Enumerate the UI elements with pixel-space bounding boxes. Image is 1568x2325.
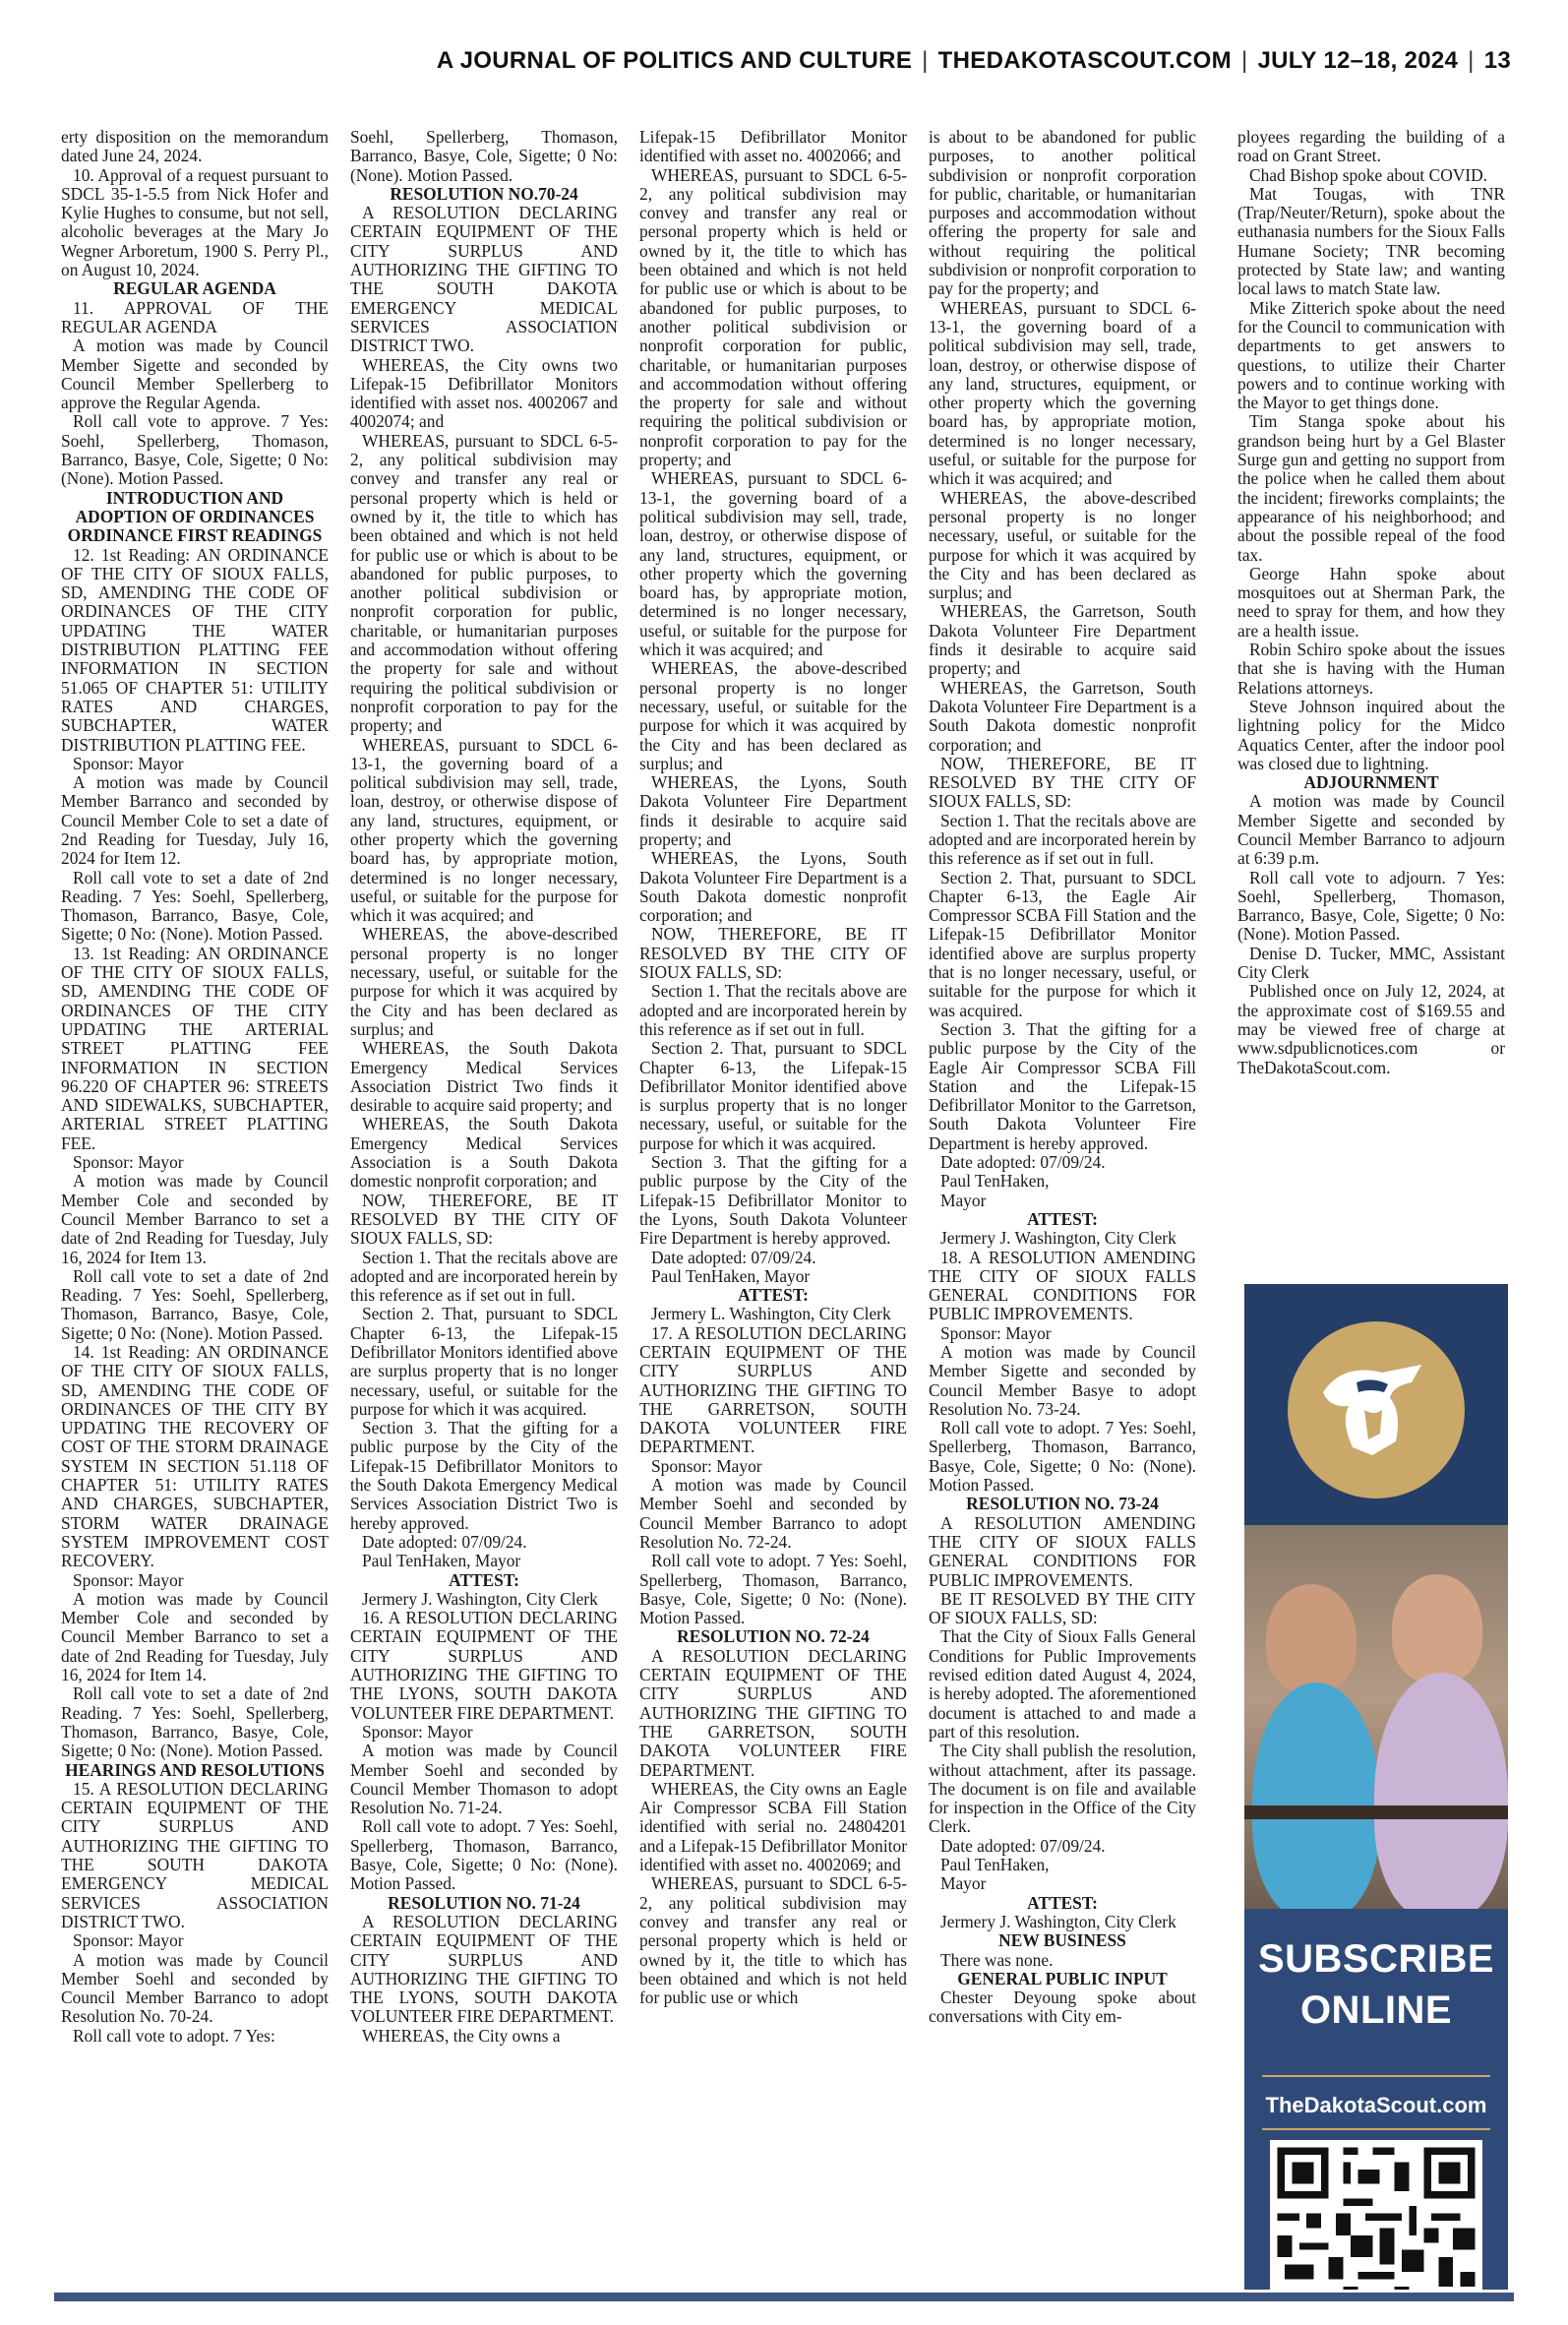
- notice-paragraph: Sponsor: Mayor: [73, 1930, 184, 1951]
- notice-paragraph: Date adopted: 07/09/24.: [940, 1835, 1106, 1856]
- notice-paragraph: Robin Schiro spoke about the issues that she is having with the Human Relations attorneys.: [1237, 640, 1505, 698]
- column-2: [350, 128, 618, 2293]
- notice-paragraph: WHEREAS, the Lyons, South Dakota Volunteer Fire Department is a South Dakota domestic nonprofit corporation; and: [639, 848, 907, 926]
- notice-paragraph: Jermery J. Washington, City Clerk: [362, 1588, 598, 1609]
- notice-paragraph: WHEREAS, pursuant to SDCL 6-13-1, the governing board of a political subdivision may sell, trade, loan, destroy, or otherwise dispose of any land, structures, equipment, or other property which the governing board has, by appropriate motion, determined is no longer necessary, useful, or suitable for the purpose for which it was acquired; and: [929, 297, 1196, 489]
- issue-date: JULY 12–18, 2024: [1257, 47, 1459, 74]
- notice-paragraph: Chester Deyoung spoke about conversations with City em-: [929, 1988, 1196, 2027]
- notice-paragraph: Mat Tougas, with TNR (Trap/Neuter/Return), spoke about the euthanasia numbers for the Sioux Falls Humane Society; TNR becoming protected by State law; and wanting local laws to match State law.: [1237, 183, 1505, 299]
- notice-paragraph: George Hahn spoke about mosquitoes out at Sherman Park, the need to spray for them, and how they are a health issue.: [1237, 563, 1505, 641]
- notice-paragraph: Roll call vote to set a date of 2nd Reading. 7 Yes: Soehl, Spellerberg, Thomason, Barranco, Basye, Cole, Sigette; 0 No: (None). Motion Passed.: [61, 1683, 329, 1761]
- notice-paragraph: Sponsor: Mayor: [362, 1721, 473, 1742]
- notice-paragraph: A RESOLUTION DECLARING CERTAIN EQUIPMENT OF THE CITY SURPLUS AND AUTHORIZING THE GIFTING TO THE LYONS, SOUTH DAKOTA VOLUNTEER FIRE DEPARTMENT.: [350, 1911, 618, 2027]
- section-heading: RESOLUTION NO. 73-24: [966, 1494, 1159, 1514]
- notice-paragraph: Steve Johnson inquired about the lightning policy for the Midco Aquatics Center, after the indoor pool was closed due to lightning.: [1237, 696, 1505, 773]
- notice-paragraph: Sponsor: Mayor: [940, 1322, 1052, 1343]
- notice-paragraph: NOW, THEREFORE, BE IT RESOLVED BY THE CITY OF SIOUX FALLS, SD:: [350, 1190, 618, 1249]
- notice-paragraph: WHEREAS, the South Dakota Emergency Medical Services Association District Two finds it desirable to acquire said property; and: [350, 1038, 618, 1116]
- notice-paragraph: Roll call vote to adopt. 7 Yes: Soehl, Spellerberg, Thomason, Barranco, Basye, Cole, Sigette; 0 No: (None). Motion Passed.: [350, 1816, 618, 1894]
- notice-paragraph: Tim Stanga spoke about his grandson being hurt by a Gel Blaster Surge gun and getting no support from the police when he called them about the incident; fireworks complaints; the appearance of his neighborhood; and about the possible repeal of the food tax.: [1237, 411, 1505, 565]
- site-name[interactable]: THEDAKOTASCOUT.COM: [937, 47, 1232, 74]
- person-left-shirt-icon: [1252, 1683, 1380, 1909]
- notice-paragraph: Roll call vote to set a date of 2nd Reading. 7 Yes: Soehl, Spellerberg, Thomason, Barranco, Basye, Cole, Sigette; 0 No: (None). Motion Passed.: [61, 1265, 329, 1343]
- notice-paragraph: Chad Bishop spoke about COVID.: [1249, 164, 1488, 185]
- notice-paragraph: WHEREAS, the South Dakota Emergency Medical Services Association is a South Dakota domestic nonprofit corporation; and: [350, 1114, 618, 1192]
- notice-paragraph: Roll call vote to adjourn. 7 Yes: Soehl, Spellerberg, Thomason, Barranco, Basye, Cole, Sigette; 0 No: (None). Motion Passed.: [1237, 867, 1505, 945]
- column-3: [639, 128, 907, 2293]
- notice-paragraph: A motion was made by Council Member Barranco and seconded by Council Member Cole to set a date of 2nd Reading for Tuesday, July 16, 2024 for Item 12.: [61, 772, 329, 869]
- notice-paragraph: A motion was made by Council Member Soehl and seconded by Council Member Barranco to adopt Resolution No. 72-24.: [639, 1475, 907, 1552]
- notice-paragraph: A RESOLUTION DECLARING CERTAIN EQUIPMENT OF THE CITY SURPLUS AND AUTHORIZING THE GIFTING TO THE SOUTH DAKOTA EMERGENCY MEDICAL SERVICES ASSOCIATION DISTRICT TWO.: [350, 203, 618, 356]
- notice-paragraph: Roll call vote to adopt. 7 Yes:: [73, 2025, 275, 2046]
- notice-paragraph: Jermery J. Washington, City Clerk: [940, 1911, 1176, 1931]
- notice-paragraph: 17. A RESOLUTION DECLARING CERTAIN EQUIPMENT OF THE CITY SURPLUS AND AUTHORIZING THE GIFTING TO THE GARRETSON, SOUTH DAKOTA VOLUNTEER FIRE DEPARTMENT.: [639, 1322, 907, 1457]
- notice-paragraph: 18. A RESOLUTION AMENDING THE CITY OF SIOUX FALLS GENERAL CONDITIONS FOR PUBLIC IMPROVEMENTS.: [929, 1247, 1196, 1324]
- notice-paragraph: WHEREAS, the Lyons, South Dakota Volunteer Fire Department finds it desirable to acquire said property; and: [639, 772, 907, 849]
- page-header: A JOURNAL OF POLITICS AND CULTURE | THEDAKOTASCOUT.COM | JULY 12–18, 2024 | 13: [436, 47, 1511, 74]
- notice-paragraph: Date adopted: 07/09/24.: [651, 1247, 816, 1267]
- notice-paragraph: Section 1. That the recitals above are adopted and are incorporated herein by this reference as if set out in full.: [639, 981, 907, 1039]
- section-heading: NEW BUSINESS: [998, 1930, 1126, 1951]
- footer-rule: [54, 2293, 1514, 2301]
- railing: [1244, 1805, 1508, 1819]
- notice-paragraph: Sponsor: Mayor: [73, 1569, 184, 1590]
- notice-paragraph: The City shall publish the resolution, without attachment, after its passage. The document is on file and available for inspection in the Office of the City Clerk.: [929, 1741, 1196, 1837]
- notice-paragraph: BE IT RESOLVED BY THE CITY OF SIOUX FALLS, SD:: [929, 1588, 1196, 1628]
- section-heading: ATTEST:: [738, 1285, 809, 1306]
- notice-paragraph: 15. A RESOLUTION DECLARING CERTAIN EQUIPMENT OF THE CITY SURPLUS AND AUTHORIZING THE GIFTING TO THE SOUTH DAKOTA EMERGENCY MEDICAL SERVICES ASSOCIATION DISTRICT TWO.: [61, 1778, 329, 1931]
- notice-paragraph: A RESOLUTION AMENDING THE CITY OF SIOUX FALLS GENERAL CONDITIONS FOR PUBLIC IMPROVEMENTS.: [929, 1512, 1196, 1590]
- notice-paragraph: WHEREAS, pursuant to SDCL 6-5-2, any political subdivision may convey and transfer any real or personal property which is held or owned by it, the title to which has been obtained and which is not held for public use or which is about to be abandoned for public purposes, to another political subdivision or nonprofit corporation for public, charitable, or humanitarian purposes and accommodation without offering the property for sale and without requiring the political subdivision or nonprofit corporation to pay for the property; and: [639, 164, 907, 470]
- notice-paragraph: A motion was made by Council Member Soehl and seconded by Council Member Thomason to adopt Resolution No. 71-24.: [350, 1741, 618, 1818]
- notice-paragraph: WHEREAS, the Garretson, South Dakota Volunteer Fire Department is a South Dakota domestic nonprofit corporation; and: [929, 677, 1196, 755]
- notice-paragraph: Roll call vote to adopt. 7 Yes: Soehl, Spellerberg, Thomason, Barranco, Basye, Cole, Sigette; 0 No: (None). Motion Passed.: [639, 1551, 907, 1628]
- notice-paragraph: Denise D. Tucker, MMC, Assistant City Clerk: [1237, 943, 1505, 983]
- editors-photo: [1244, 1525, 1508, 1909]
- ad-divider-bottom: [1262, 2128, 1490, 2130]
- notice-paragraph: Date adopted: 07/09/24.: [940, 1152, 1106, 1173]
- notice-paragraph: Paul TenHaken, Mayor: [651, 1265, 811, 1286]
- section-heading: HEARINGS AND RESOLUTIONS: [65, 1759, 325, 1780]
- section-heading: RESOLUTION NO. 72-24: [677, 1626, 870, 1647]
- notice-paragraph: A motion was made by Council Member Sigette and seconded by Council Member Barranco to adjourn at 6:39 p.m.: [1237, 791, 1505, 869]
- section-heading: INTRODUCTION AND ADOPTION OF ORDINANCES ORDINANCE FIRST READINGS: [67, 487, 323, 546]
- scout-figure-icon: [1313, 1353, 1431, 1461]
- notice-paragraph: WHEREAS, the City owns two Lifepak-15 Defibrillator Monitors identified with asset nos. 4002067 and 4002074; and: [350, 354, 618, 432]
- notice-paragraph: Mayor: [940, 1873, 987, 1894]
- notice-paragraph: Section 1. That the recitals above are adopted and are incorporated herein by this reference as if set out in full.: [350, 1247, 618, 1306]
- ad-url-link[interactable]: TheDakotaScout.com: [1265, 2093, 1487, 2117]
- notice-paragraph: A motion was made by Council Member Cole and seconded by Council Member Barranco to set a date of 2nd Reading for Tuesday, July 16, 2024 for Item 14.: [61, 1588, 329, 1685]
- notice-paragraph: WHEREAS, pursuant to SDCL 6-13-1, the governing board of a political subdivision may sell, trade, loan, destroy, or otherwise dispose of any land, structures, equipment, or other property which the governing board has, by appropriate motion, determined is no longer necessary, useful, or suitable for the purpose for which it was acquired; and: [350, 734, 618, 926]
- notice-paragraph: Section 3. That the gifting for a public purpose by the City of the Eagle Air Compressor SCBA Fill Station and the Lifepak-15 Defibrillator Monitor to the Garretson, South Dakota Volunteer Fire Department is hereby approved.: [929, 1018, 1196, 1153]
- person-right-face-icon: [1392, 1574, 1482, 1683]
- section-heading: ADJOURNMENT: [1303, 772, 1439, 793]
- section-heading: GENERAL PUBLIC INPUT: [957, 1968, 1168, 1988]
- notice-paragraph: Paul TenHaken, Mayor: [362, 1551, 521, 1571]
- notice-paragraph: Mike Zitterich spoke about the need for the Council to communication with departments to get answers to questions, to utilize their Charter powers and to continue working with the Mayor to get things done.: [1237, 297, 1505, 413]
- notice-paragraph: ployees regarding the building of a road on Grant Street.: [1237, 128, 1505, 166]
- notice-paragraph: A motion was made by Council Member Sigette and seconded by Council Member Basye to adopt Resolution No. 73-24.: [929, 1342, 1196, 1419]
- notice-paragraph: WHEREAS, the above-described personal property is no longer necessary, useful, or suitable for the purpose for which it was acquired by the City and has been declared as surplus; and: [639, 658, 907, 773]
- notice-paragraph: Roll call vote to approve. 7 Yes: Soehl, Spellerberg, Thomason, Barranco, Basye, Cole, Sigette; 0 No: (None). Motion Passed.: [61, 411, 329, 489]
- notice-paragraph: Sponsor: Mayor: [73, 753, 184, 773]
- notice-paragraph: WHEREAS, pursuant to SDCL 6-5-2, any political subdivision may convey and transfer any real or personal property which is held or owned by it, the title to which has been obtained and which is not held for public use or which is about to be abandoned for public purposes, to another political subdivision or nonprofit corporation for public, charitable, or humanitarian purposes and accommodation without offering the property for sale and without requiring the political subdivision or nonprofit corporation to pay for the property; and: [350, 430, 618, 736]
- notice-paragraph: Section 2. That, pursuant to SDCL Chapter 6-13, the Lifepak-15 Defibrillator Monitor identified above is surplus property that is no longer necessary, useful, or suitable for the purpose for which it was acquired.: [639, 1038, 907, 1153]
- notice-paragraph: NOW, THEREFORE, BE IT RESOLVED BY THE CITY OF SIOUX FALLS, SD:: [639, 924, 907, 983]
- column-4: [929, 128, 1196, 2293]
- notice-paragraph: Mayor: [940, 1190, 987, 1210]
- notice-paragraph: 11. APPROVAL OF THE REGULAR AGENDA: [61, 297, 329, 337]
- notice-paragraph: Section 3. That the gifting for a public purpose by the City of the Lifepak-15 Defibrillator Monitors to the South Dakota Emergency Medical Services Association District Two is hereby approved.: [350, 1418, 618, 1533]
- notice-paragraph: NOW, THEREFORE, BE IT RESOLVED BY THE CITY OF SIOUX FALLS, SD:: [929, 753, 1196, 812]
- notice-paragraph: There was none.: [940, 1949, 1054, 1970]
- column-1: [61, 128, 329, 2293]
- notice-paragraph: Published once on July 12, 2024, at the approximate cost of $169.55 and may be viewed free of charge at www.sdpublicnotices.com or TheDakotaScout.com.: [1237, 981, 1505, 1077]
- qr-code-icon[interactable]: [1270, 2140, 1482, 2290]
- notice-paragraph: Date adopted: 07/09/24.: [362, 1531, 527, 1552]
- subscribe-ad[interactable]: [1244, 1284, 1508, 2290]
- notice-paragraph: Jermery L. Washington, City Clerk: [651, 1304, 891, 1324]
- person-left-face-icon: [1266, 1584, 1357, 1692]
- person-right-shirt-icon: [1374, 1673, 1508, 1909]
- notice-paragraph: A RESOLUTION DECLARING CERTAIN EQUIPMENT OF THE CITY SURPLUS AND AUTHORIZING THE GIFTING TO THE GARRETSON, SOUTH DAKOTA VOLUNTEER FIRE DEPARTMENT.: [639, 1645, 907, 1780]
- notice-paragraph: WHEREAS, the above-described personal property is no longer necessary, useful, or suitable for the purpose for which it was acquired by the City and has been declared as surplus; and: [350, 924, 618, 1039]
- notice-paragraph: WHEREAS, pursuant to SDCL 6-13-1, the governing board of a political subdivision may sell, trade, loan, destroy, or otherwise dispose of any land, structures, equipment, or other property which the governing board has, by appropriate motion, determined is no longer necessary, useful, or suitable for the purpose for which it was acquired; and: [639, 468, 907, 660]
- ad-divider-top: [1262, 2075, 1490, 2077]
- notice-paragraph: 14. 1st Reading: AN ORDINANCE OF THE CITY OF SIOUX FALLS, SD, AMENDING THE CODE OF ORDINANCES OF THE CITY BY UPDATING THE RECOVERY OF COST OF THE STORM DRAINAGE SYSTEM IN SECTION 51.118 OF CHAPTER 51: UTILITY RATES AND CHARGES, SUBCHAPTER, STORM WATER DRAINAGE SYSTEM IMPROVEMENT COST RECOVERY.: [61, 1342, 329, 1571]
- ad-logo-panel: [1244, 1284, 1508, 1525]
- section-heading: RESOLUTION NO. 71-24: [388, 1892, 580, 1913]
- notice-paragraph: WHEREAS, the Garretson, South Dakota Volunteer Fire Department finds it desirable to acquire said property; and: [929, 601, 1196, 679]
- notice-paragraph: Sponsor: Mayor: [73, 1152, 184, 1173]
- notice-paragraph: Jermery J. Washington, City Clerk: [940, 1228, 1176, 1249]
- section-heading: ATTEST:: [449, 1569, 519, 1590]
- notice-paragraph: Sponsor: Mayor: [651, 1455, 762, 1476]
- section-heading: RESOLUTION NO.70-24: [390, 183, 578, 204]
- page-number: 13: [1483, 47, 1511, 74]
- section-heading: REGULAR AGENDA: [113, 278, 276, 299]
- notice-paragraph: Section 2. That, pursuant to SDCL Chapter 6-13, the Lifepak-15 Defibrillator Monitors identified above are surplus property that is no longer necessary, useful, or suitable for the purpose for which it was acquired.: [350, 1304, 618, 1419]
- notice-paragraph: 16. A RESOLUTION DECLARING CERTAIN EQUIPMENT OF THE CITY SURPLUS AND AUTHORIZING THE GIFTING TO THE LYONS, SOUTH DAKOTA VOLUNTEER FIRE DEPARTMENT.: [350, 1608, 618, 1723]
- notice-paragraph: 13. 1st Reading: AN ORDINANCE OF THE CITY OF SIOUX FALLS, SD, AMENDING THE CODE OF ORDINANCES OF THE CITY UPDATING THE ARTERIAL STREET PLATTING FEE INFORMATION IN SECTION 96.220 OF CHAPTER 96: STREETS AND SIDEWALKS, SUBCHAPTER, ARTERIAL STREET PLATTING FEE.: [61, 943, 329, 1153]
- notice-paragraph: Section 3. That the gifting for a public purpose by the City of the Lifepak-15 Defibrillator Monitor to the Lyons, South Dakota Volunteer Fire Department is hereby approved.: [639, 1152, 907, 1249]
- notice-paragraph: Lifepak-15 Defibrillator Monitor identified with asset no. 4002066; and: [639, 128, 907, 166]
- notice-paragraph: is about to be abandoned for public purposes, to another political subdivision or nonprofit corporation for public, charitable, or humanitarian purposes and accommodation without offering the property for sale and without requiring the political subdivision or nonprofit corporation to pay for the property; and: [929, 128, 1196, 299]
- notice-paragraph: 10. Approval of a request pursuant to SDCL 35-1-5.5 from Nick Hofer and Kylie Hughes to consume, but not sell, alcoholic beverages at the Mary Jo Wegner Arboretum, 1900 S. Perry Pl., on August 10, 2024.: [61, 164, 329, 280]
- section-heading: ATTEST:: [1027, 1208, 1098, 1229]
- notice-paragraph: erty disposition on the memorandum dated June 24, 2024.: [61, 128, 329, 166]
- subscribe-line-2: ONLINE: [1299, 1988, 1453, 2032]
- notice-paragraph: Roll call vote to set a date of 2nd Reading. 7 Yes: Soehl, Spellerberg, Thomason, Barranco, Basye, Cole, Sigette; 0 No: (None). Motion Passed.: [61, 867, 329, 945]
- notice-paragraph: That the City of Sioux Falls General Conditions for Public Improvements revised edition dated August 4, 2024, is hereby adopted. The aforementioned document is attached to and made a part of this resolution.: [929, 1626, 1196, 1742]
- notice-paragraph: Paul TenHaken,: [940, 1171, 1050, 1192]
- notice-paragraph: Section 1. That the recitals above are adopted and are incorporated herein by this reference as if set out in full.: [929, 810, 1196, 869]
- notice-paragraph: WHEREAS, the above-described personal property is no longer necessary, useful, or suitable for the purpose for which it was acquired by the City and has been declared as surplus; and: [929, 487, 1196, 603]
- subscribe-heading[interactable]: [1244, 1933, 1508, 2036]
- notice-paragraph: WHEREAS, pursuant to SDCL 6-5-2, any political subdivision may convey and transfer any real or personal property which is held or owned by it, the title to which has been obtained and which is not held for public use or which: [639, 1873, 907, 2008]
- section-heading: ATTEST:: [1027, 1892, 1098, 1913]
- notice-paragraph: A motion was made by Council Member Sigette and seconded by Council Member Spellerberg to approve the Regular Agenda.: [61, 336, 329, 413]
- notice-paragraph: WHEREAS, the City owns a: [362, 2025, 561, 2046]
- subscribe-line-1: SUBSCRIBE: [1257, 1937, 1495, 1981]
- notice-paragraph: Paul TenHaken,: [940, 1855, 1050, 1875]
- notice-paragraph: Soehl, Spellerberg, Thomason, Barranco, Basye, Cole, Sigette; 0 No: (None). Motion Passed.: [350, 128, 618, 185]
- notice-paragraph: Section 2. That, pursuant to SDCL Chapter 6-13, the Eagle Air Compressor SCBA Fill Station and the Lifepak-15 Defibrillator Monitor identified above are surplus property that is no longer necessary, useful, or suitable for the purpose for which it was acquired.: [929, 867, 1196, 1020]
- notice-paragraph: Roll call vote to adopt. 7 Yes: Soehl, Spellerberg, Thomason, Barranco, Basye, Cole, Sigette; 0 No: (None). Motion Passed.: [929, 1418, 1196, 1496]
- notice-paragraph: 12. 1st Reading: AN ORDINANCE OF THE CITY OF SIOUX FALLS, SD, AMENDING THE CODE OF ORDINANCES OF THE CITY UPDATING THE WATER DISTRIBUTION PLATTING FEE INFORMATION IN SECTION 51.065 OF CHAPTER 51: UTILITY RATES AND CHARGES, SUBCHAPTER, WATER DISTRIBUTION PLATTING FEE.: [61, 544, 329, 755]
- notice-paragraph: WHEREAS, the City owns an Eagle Air Compressor SCBA Fill Station identified with serial no. 24804201 and a Lifepak-15 Defibrillator Monitor identified with asset no. 4002069; and: [639, 1778, 907, 1875]
- notice-paragraph: A motion was made by Council Member Soehl and seconded by Council Member Barranco to adopt Resolution No. 70-24.: [61, 1949, 329, 2027]
- notice-paragraph: A motion was made by Council Member Cole and seconded by Council Member Barranco to set a date of 2nd Reading for Tuesday, July 16, 2024 for Item 13.: [61, 1171, 329, 1267]
- journal-tagline: A JOURNAL OF POLITICS AND CULTURE: [436, 47, 913, 74]
